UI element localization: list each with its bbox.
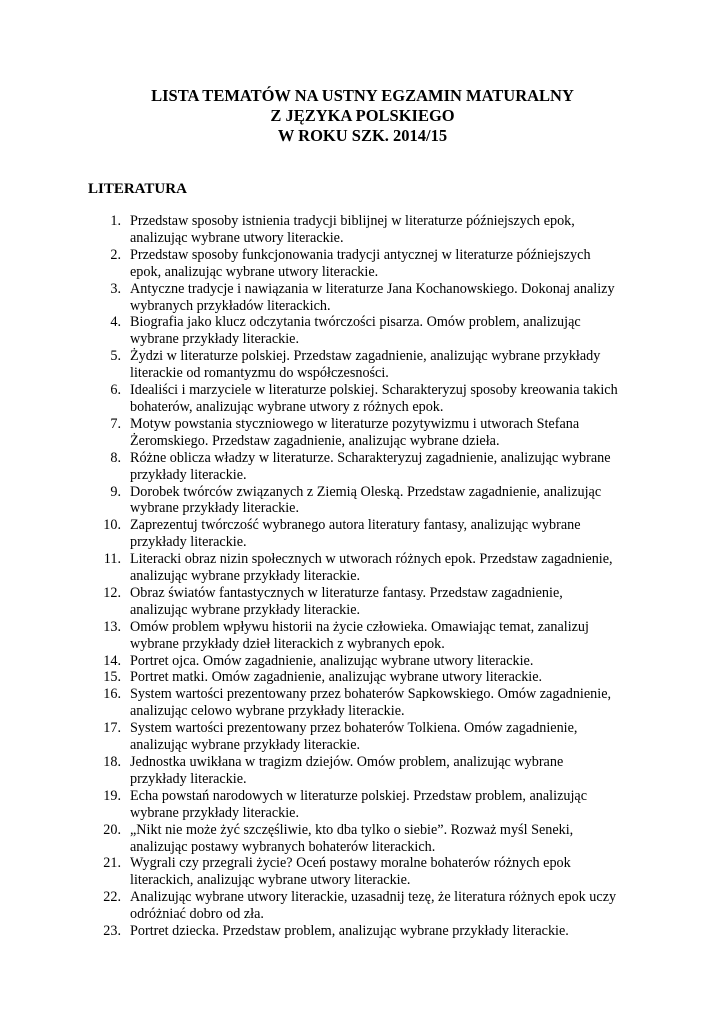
topic-item	[88, 822, 648, 856]
topic-text-line: Antyczne tradycje i nawiązania w literaturze Jana Kochanowskiego. Dokonaj analizy	[130, 280, 615, 297]
topic-text-line: Dorobek twórców związanych z Ziemią Oleską. Przedstaw zagadnienie, analizując	[130, 483, 602, 500]
topic-text-line: Jednostka uwikłana w tragizm dziejów. Omów problem, analizując wybrane	[130, 754, 564, 770]
topic-text-line: Omów problem wpływu historii na życie człowieka. Omawiając temat, zanalizuj	[130, 618, 589, 635]
topic-item	[88, 788, 648, 822]
topic-item	[88, 314, 648, 348]
topic-item	[88, 720, 648, 754]
topic-number: 6.	[110, 382, 121, 399]
topic-text-line: literackie od romantyzmu do współczesności.	[130, 365, 389, 382]
topic-item	[88, 585, 648, 619]
topic-text-line: Portret matki. Omów zagadnienie, analizując wybrane utwory literackie.	[130, 669, 543, 686]
section-heading: LITERATURA	[88, 181, 187, 197]
topic-text-line: literackich, analizując wybrane utwory literackie.	[130, 872, 411, 889]
topic-text-line: wybrane przykłady literackie.	[130, 500, 299, 517]
topic-number: 9.	[110, 483, 121, 500]
topic-number: 8.	[110, 449, 121, 466]
topic-number: 7.	[110, 415, 121, 432]
topic-text-line: Analizując wybrane utwory literackie, uzasadnij tezę, że literatura różnych epok uczy	[130, 889, 617, 906]
topic-text-line: Portret ojca. Omów zagadnienie, analizując wybrane utwory literackie.	[130, 652, 534, 669]
topic-text-line: odróżniać dobro od zła.	[130, 906, 264, 923]
topic-text-line: analizując wybrane przykłady literackie.	[130, 568, 361, 585]
topic-item	[88, 348, 648, 382]
topic-number: 13.	[103, 618, 121, 635]
topic-text-line: Zaprezentuj twórczość wybranego autora literatury fantasy, analizując wybrane	[130, 517, 581, 534]
topic-text-line: „Nikt nie może żyć szczęśliwie, kto dba tylko o siebie”. Rozważ myśl Seneki,	[130, 821, 574, 838]
topic-text-line: Portret dziecka. Przedstaw problem, analizując wybrane przykłady literackie.	[130, 923, 569, 940]
topic-text-line: Różne oblicza władzy w literaturze. Scharakteryzuj zagadnienie, analizując wybrane	[130, 449, 611, 466]
topic-text-line: przykłady literackie.	[130, 770, 247, 787]
topic-text-line: przykłady literackie.	[130, 534, 247, 551]
topic-item	[88, 247, 648, 281]
topic-number: 1.	[110, 213, 121, 229]
topic-text-line: Przedstaw sposoby istnienia tradycji biblijnej w literaturze późniejszych epok,	[130, 213, 575, 229]
topic-number: 12.	[103, 584, 121, 601]
topic-text-line: Biografia jako klucz odczytania twórczości pisarza. Omów problem, analizując	[130, 314, 581, 331]
topic-item	[88, 669, 648, 686]
topic-number: 20.	[103, 821, 121, 838]
topic-text-line: analizując wybrane utwory literackie.	[130, 229, 344, 246]
topic-text-line: Echa powstań narodowych w literaturze polskiej. Przedstaw problem, analizując	[130, 787, 587, 804]
topic-item	[88, 754, 648, 788]
topic-text-line: bohaterów, analizując wybrane utwory z różnych epok.	[130, 398, 444, 415]
topic-text-line: Literacki obraz nizin społecznych w utworach różnych epok. Przedstaw zagadnienie,	[130, 551, 613, 568]
topic-item	[88, 686, 648, 720]
topic-item	[88, 517, 648, 551]
topic-number: 15.	[103, 669, 121, 686]
topic-number: 14.	[103, 652, 121, 669]
topic-number: 17.	[103, 720, 121, 737]
topic-text-line: wybrane przykłady dzieł literackich z wybranych epok.	[130, 635, 445, 652]
topic-number: 16.	[103, 686, 121, 703]
topic-item	[88, 653, 648, 670]
topic-number: 3.	[110, 280, 121, 297]
topic-item	[88, 450, 648, 484]
topic-item	[88, 213, 648, 247]
topic-item	[88, 855, 648, 889]
topic-number: 4.	[110, 314, 121, 331]
topic-text-line: analizując wybrane przykłady literackie.	[130, 601, 361, 618]
topic-number: 10.	[103, 517, 121, 534]
topic-text-line: System wartości prezentowany przez bohaterów Tolkiena. Omów zagadnienie,	[130, 720, 578, 737]
topic-item	[88, 382, 648, 416]
topic-number: 18.	[103, 754, 121, 770]
title-line-2: Z JĘZYKA POLSKIEGO	[270, 106, 455, 125]
topic-number: 2.	[110, 246, 121, 263]
topic-list	[88, 213, 648, 940]
topic-number: 11.	[103, 551, 121, 568]
topic-text-line: Obraz światów fantastycznych w literaturze fantasy. Przedstaw zagadnienie,	[130, 584, 563, 601]
topic-text-line: Żeromskiego. Przedstaw zagadnienie, analizując wybrane dzieła.	[130, 432, 500, 449]
topic-text-line: System wartości prezentowany przez bohaterów Sapkowskiego. Omów zagadnienie,	[130, 686, 612, 703]
topic-number: 21.	[103, 855, 121, 872]
topic-text-line: wybranych przykładów literackich.	[130, 297, 331, 314]
topic-text-line: przykłady literackie.	[130, 466, 247, 483]
topic-item	[88, 484, 648, 518]
topic-item	[88, 551, 648, 585]
topic-item	[88, 923, 648, 940]
topic-text-line: Idealiści i marzyciele w literaturze polskiej. Scharakteryzuj sposoby kreowania takich	[130, 382, 618, 399]
topic-number: 22.	[103, 889, 121, 906]
title-line-1: LISTA TEMATÓW NA USTNY EGZAMIN MATURALNY	[151, 86, 574, 105]
topic-number: 5.	[110, 348, 121, 365]
topic-text-line: wybrane przykłady literackie.	[130, 804, 299, 821]
topic-item	[88, 281, 648, 315]
topic-text-line: Wygrali czy przegrali życie? Oceń postawy moralne bohaterów różnych epok	[130, 855, 571, 872]
topic-text-line: analizując wybrane przykłady literackie.	[130, 737, 361, 754]
topic-text-line: Przedstaw sposoby funkcjonowania tradycji antycznej w literaturze późniejszych	[130, 246, 591, 263]
topic-item	[88, 619, 648, 653]
topic-text-line: epok, analizując wybrane utwory literackie.	[130, 263, 379, 280]
topic-text-line: wybrane przykłady literackie.	[130, 331, 299, 348]
topic-number: 19.	[103, 787, 121, 804]
topic-text-line: analizując celowo wybrane przykłady literackie.	[130, 703, 405, 720]
topic-number: 23.	[103, 923, 121, 940]
topic-item	[88, 416, 648, 450]
title-line-3: W ROKU SZK. 2014/15	[277, 126, 448, 145]
document-title	[0, 86, 725, 146]
topic-item	[88, 889, 648, 923]
topic-text-line: Motyw powstania styczniowego w literaturze pozytywizmu i utworach Stefana	[130, 415, 580, 432]
topic-text-line: Żydzi w literaturze polskiej. Przedstaw zagadnienie, analizując wybrane przykłady	[130, 348, 601, 365]
topic-text-line: analizując postawy wybranych bohaterów literackich.	[130, 838, 436, 855]
